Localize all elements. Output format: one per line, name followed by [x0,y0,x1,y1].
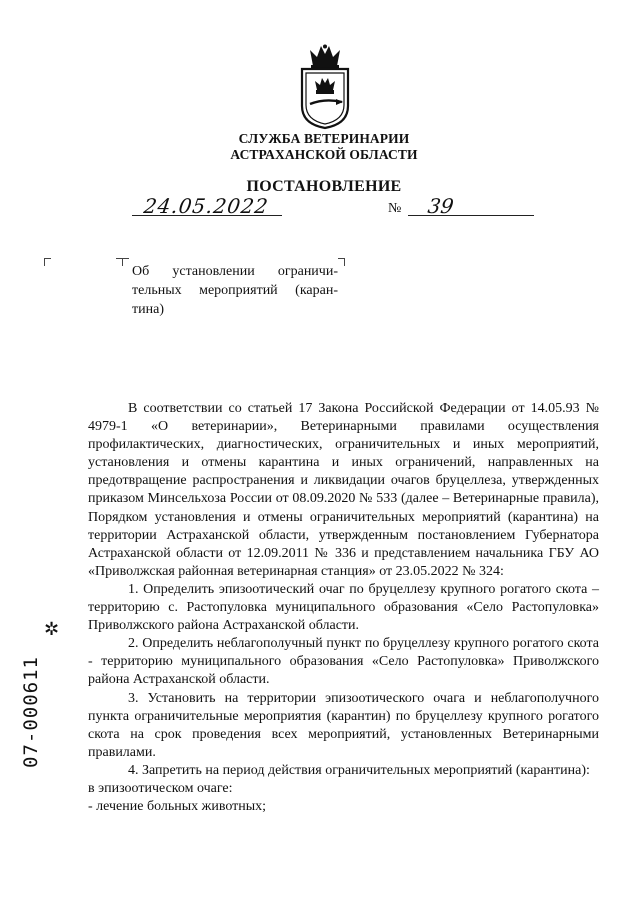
date-underline [132,215,282,216]
margin-document-code: 07-000611 [20,656,42,768]
paragraph-2: 2. Определить неблагополучный пункт по бруцеллезу крупного рогатого скота - территорию муниципального образования «Село Растопуловка» Приволжского района Астраханской области. [88,636,599,688]
corner-mark [44,258,51,266]
document-date: 24.05.2022 [142,194,271,218]
paragraph-3: 3. Установить на территории эпизоотического очага и неблагополучного пункта ограничительные мероприятия (карантин) по бруцеллезу крупного рогатого скота на срок проведения всех мероприятий, установленных Ветеринарными правилами. [88,690,599,760]
corner-mark [338,258,345,266]
paragraph-1: 1. Определить эпизоотический очаг по бруцеллезу крупного рогатого скота – территорию с. Растопуловка муниципального образования «Село Растопуловка» Приволжского района Астраханской области. [88,581,599,634]
number-sign: № [388,201,402,216]
org-line-1: СЛУЖБА ВЕТЕРИНАРИИ [238,131,410,146]
corner-mark [122,258,129,266]
coat-of-arms-icon [296,44,354,130]
paragraph-5: в эпизоотическом очаге: [88,780,233,796]
document-subject: Об установлении ограничи- тельных мероприятий (каран- тина) [132,264,338,317]
margin-mark: ✲ [44,619,60,640]
number-underline [408,215,534,216]
paragraph-4: 4. Запретить на период действия ограничительных мероприятий (карантина): [128,762,590,778]
document-type: ПОСТАНОВЛЕНИЕ [246,178,402,195]
org-line-2: АСТРАХАНСКОЙ ОБЛАСТИ [230,147,418,162]
organization-name [210,131,438,163]
document-number: 39 [426,194,456,218]
paragraph-intro: В соответствии со статьей 17 Закона Российской Федерации от 14.05.93 № 4979-1 «О ветеринарии», Ветеринарными правилами осуществления профилактических, диагностических, ограничительных и иных мероприятий, установления и отмены карантина и иных ограничений, направленных на предотвращение распространения и ликвидации очагов бруцеллеза, утвержденных приказом Минсельхоза России от 08.09.2020 № 533 (далее – Ветеринарные правила), Порядком установления и отмены ограничительных мероприятий (карантина) на территории Астраханской области, утвержденным постановлением Губернатора Астраханской области от 12.09.2011 № 336 и представлением начальника ГБУ АО «Приволжская районная ветеринарная станция» от 23.05.2022 № 324: [88,401,599,579]
paragraph-6: - лечение больных животных; [88,799,267,815]
document-body [88,400,599,816]
